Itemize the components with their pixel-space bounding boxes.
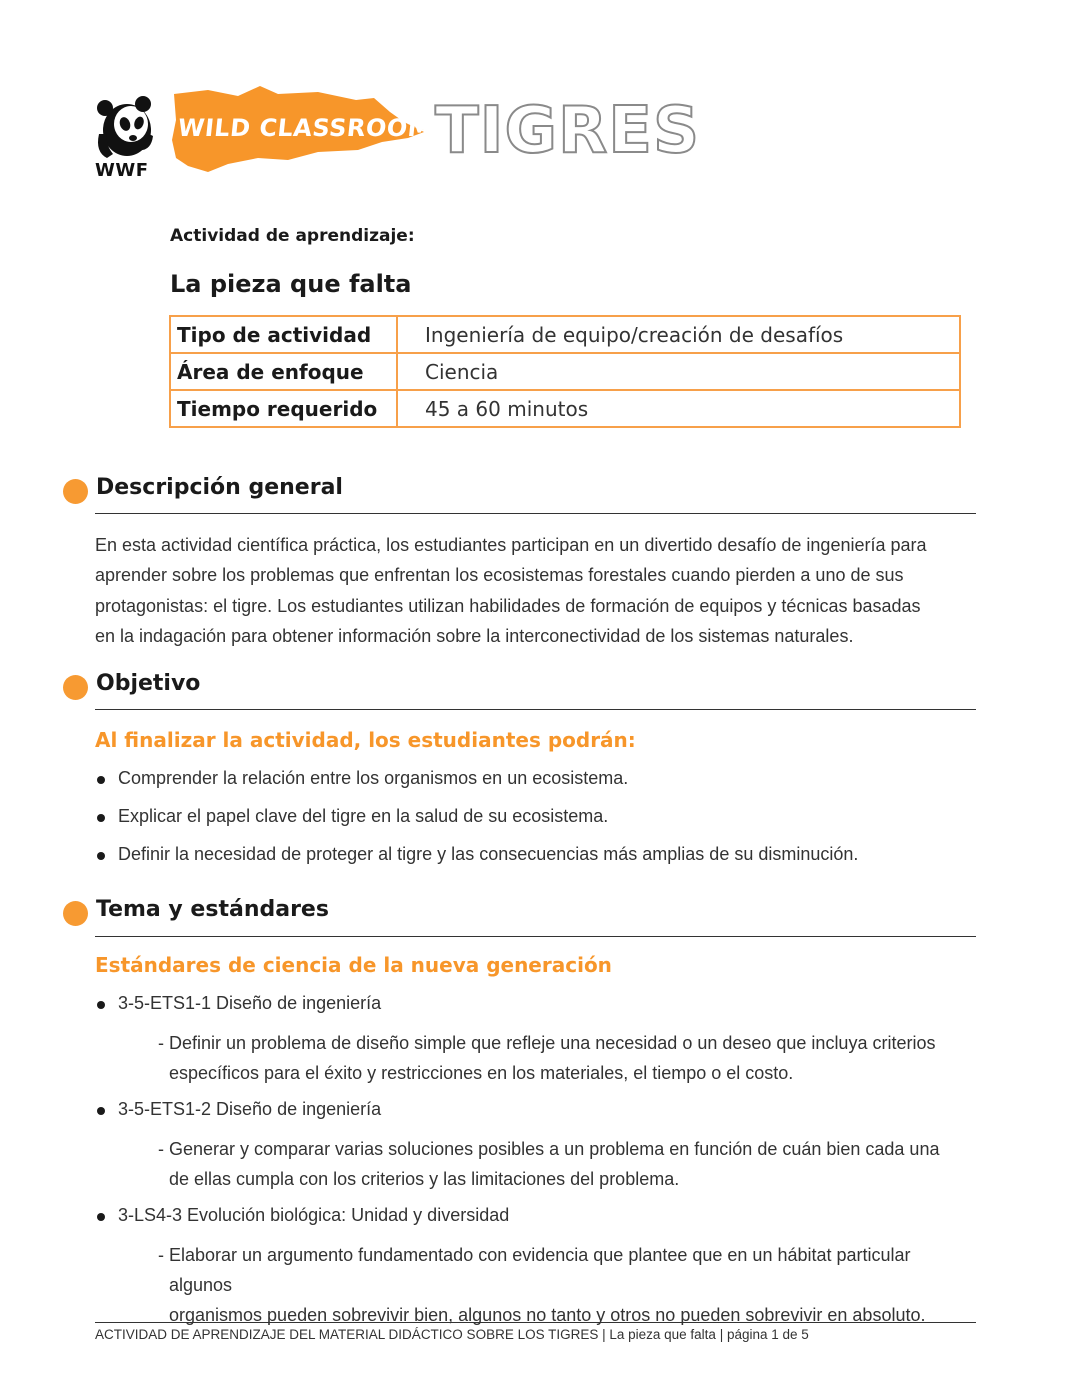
section-divider [95,709,976,710]
bullet-icon [97,1213,105,1221]
table-value: Ingeniería de equipo/creación de desafíos [397,316,960,353]
paragraph-line: en la indagación para obtener información sobre la interconectividad de los sistemas naturales. [95,625,854,646]
detail-line: Generar y comparar varias soluciones posibles a un problema en función de cuán bien cada una [169,1139,940,1159]
list-item-text: Comprender la relación entre los organismos en un ecosistema. [118,768,629,788]
detail-line: organismos pueden sobrevivir bien, algunos no tanto y otros no pueden sobrevivir en absoluto. [169,1305,926,1325]
list-item-text: Definir la necesidad de proteger al tigre y las consecuencias más amplias de su disminución. [118,844,859,864]
orange-bullet-icon [63,675,88,700]
bullet-icon [97,852,105,860]
standard-label: 3-5-ETS1-2 Diseño de ingeniería [118,1099,382,1119]
wwf-wordmark: WWF [95,160,149,181]
table-row [170,353,960,390]
section-title: Descripción general [96,475,343,500]
dash-marker: - [158,1139,164,1159]
section-divider [95,936,976,937]
wild-classroom-label: WILD CLASSROOM [176,114,434,142]
activity-title: La pieza que falta [170,270,412,298]
standard-label: 3-5-ETS1-1 Diseño de ingeniería [118,993,382,1013]
table-key: Área de enfoque [170,353,397,390]
paragraph-line: En esta actividad científica práctica, los estudiantes participan en un divertido desafío de ingeniería para [95,535,927,555]
detail-line: de ellas cumpla con los criterios y las limitaciones del problema. [169,1169,680,1189]
bullet-icon [97,1107,105,1115]
table-row [170,390,960,427]
list-item-text: Explicar el papel clave del tigre en la salud de su ecosistema. [118,806,609,826]
section-objective-heading [63,669,976,709]
standard-detail [158,1240,968,1330]
objective-subtitle: Al finalizar la actividad, los estudiantes podrán: [95,728,636,752]
table-value: Ciencia [397,353,960,390]
paragraph-line: protagonistas: el tigre. Los estudiantes utilizan habilidades de formación de equipos y técnicas basadas [95,595,921,616]
section-standards-heading [63,895,976,935]
paragraph-line: aprender sobre los problemas que enfrentan los ecosistemas forestales cuando pierden a uno de sus [95,565,904,586]
detail-line: Definir un problema de diseño simple que refleje una necesidad o un deseo que incluya criterios [169,1033,936,1053]
footer-divider [95,1322,976,1323]
detail-line: Elaborar un argumento fundamentado con evidencia que plantee que en un hábitat particular algunos [169,1245,911,1295]
page-footer: ACTIVIDAD DE APRENDIZAJE DEL MATERIAL DIDÁCTICO SOBRE LOS TIGRES | La pieza que falta | página 1 de 5 [95,1327,809,1342]
orange-bullet-icon [63,479,88,504]
activity-info-table [169,315,961,428]
standard-label: 3-LS4-3 Evolución biológica: Unidad y diversidad [118,1205,510,1225]
standards-subtitle: Estándares de ciencia de la nueva generación [95,953,612,977]
table-key: Tipo de actividad [170,316,397,353]
bullet-icon [97,1001,105,1009]
section-title: Objetivo [96,671,201,696]
activity-label: Actividad de aprendizaje: [170,226,415,246]
section-overview-heading [63,473,976,513]
dash-marker: - [158,1033,164,1053]
section-divider [95,513,976,514]
dash-marker: - [158,1245,164,1265]
page-header [93,80,713,190]
section-title: Tema y estándares [96,897,329,922]
table-key: Tiempo requerido [170,390,397,427]
overview-paragraph [95,530,965,651]
detail-line: específicos para el éxito y restricciones en los materiales, el tiempo o el costo. [169,1063,794,1083]
standard-detail [158,1134,968,1194]
table-value: 45 a 60 minutos [397,390,960,427]
table-row [170,316,960,353]
orange-bullet-icon [63,901,88,926]
bullet-icon [97,776,105,784]
bullet-icon [97,814,105,822]
topic-title: TIGRES [435,94,701,168]
standard-detail [158,1028,968,1088]
